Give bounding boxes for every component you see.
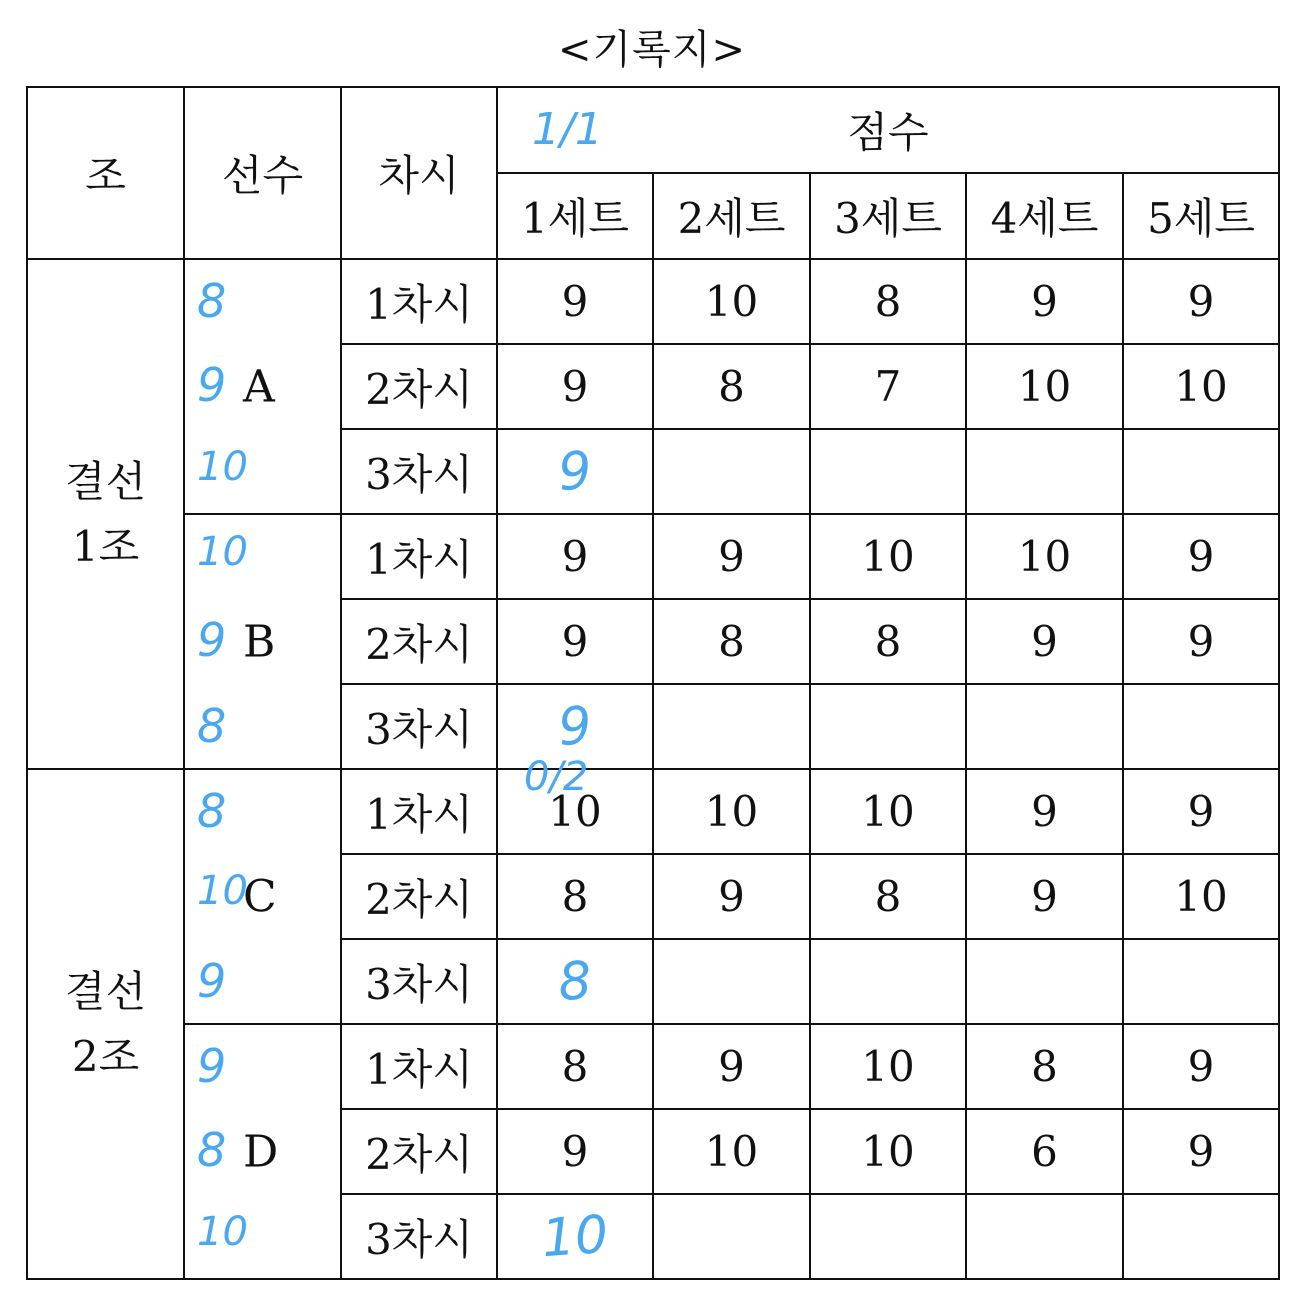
- handwritten-side-score: 9: [197, 1039, 227, 1093]
- score-cell: [653, 344, 810, 429]
- score-value: 10: [861, 787, 915, 836]
- score-value: 8: [718, 362, 745, 411]
- score-cell: [653, 429, 810, 514]
- score-cell: [653, 684, 810, 769]
- table-row: [27, 769, 1279, 854]
- round-label: 2차시: [341, 1109, 497, 1194]
- round-label: 2차시: [341, 854, 497, 939]
- player-name: C: [243, 871, 277, 922]
- header-group: 조: [27, 87, 184, 259]
- score-cell: [810, 259, 966, 344]
- score-value: 9: [718, 872, 745, 921]
- score-value: 10: [861, 1127, 915, 1176]
- score-value: 8: [718, 617, 745, 666]
- score-cell: [966, 599, 1123, 684]
- handwritten-side-score: 9: [197, 954, 227, 1008]
- score-cell: [653, 1024, 810, 1109]
- score-value: 8: [874, 277, 902, 326]
- score-cell: [497, 1109, 653, 1194]
- header-set-5: 5세트: [1123, 173, 1279, 259]
- round-label: 3차시: [341, 1194, 497, 1279]
- score-value: 9: [1187, 1042, 1215, 1091]
- score-value: 9: [1031, 787, 1058, 836]
- score-value: 9: [718, 532, 745, 581]
- handwritten-side-score: 10: [197, 1209, 248, 1255]
- round-label: 1차시: [341, 514, 497, 599]
- player-cell: [184, 259, 341, 514]
- score-value: 9: [1187, 787, 1215, 836]
- score-cell: [497, 514, 653, 599]
- handwritten-score: 10: [539, 1204, 611, 1269]
- score-cell: [1123, 599, 1279, 684]
- score-cell: [653, 599, 810, 684]
- score-value: 8: [1031, 1042, 1058, 1091]
- score-value: 10: [704, 277, 759, 326]
- score-cell: [653, 939, 810, 1024]
- score-value: 9: [1031, 277, 1058, 326]
- score-cell: [966, 1109, 1123, 1194]
- table-row: [27, 514, 1279, 599]
- score-cell: [966, 769, 1123, 854]
- score-value: 9: [1031, 872, 1058, 921]
- header-set-3: 3세트: [810, 173, 966, 259]
- score-cell: [966, 1024, 1123, 1109]
- round-label: 1차시: [341, 769, 497, 854]
- handwritten-side-score: 8: [197, 699, 227, 753]
- score-cell: [810, 1024, 966, 1109]
- page-title: <기록지>: [558, 27, 746, 73]
- score-cell: [966, 429, 1123, 514]
- score-value: 9: [561, 1127, 589, 1176]
- score-cell: [653, 259, 810, 344]
- header-set-4: 4세트: [966, 173, 1123, 259]
- handwritten-header-note: 1/1: [532, 104, 603, 155]
- score-cell: [810, 1109, 966, 1194]
- handwritten-side-score: 10: [197, 444, 248, 490]
- score-cell: [1123, 1109, 1279, 1194]
- score-value: 10: [548, 787, 602, 836]
- score-cell: [1123, 344, 1279, 429]
- score-cell: [966, 939, 1123, 1024]
- handwritten-side-score: 9: [197, 613, 227, 667]
- score-value: 10: [1174, 362, 1228, 411]
- handwritten-side-score: 8: [197, 784, 227, 838]
- round-label: 1차시: [341, 259, 497, 344]
- score-table-body: [27, 87, 1279, 1279]
- player-name: D: [243, 1126, 279, 1177]
- score-value: 10: [1174, 872, 1228, 921]
- score-cell: [1123, 429, 1279, 514]
- score-cell: [810, 769, 966, 854]
- score-cell: [497, 429, 653, 514]
- score-cell: [497, 684, 653, 769]
- score-value: 8: [561, 872, 589, 921]
- score-value: 9: [1031, 617, 1058, 666]
- score-value: 9: [561, 277, 589, 326]
- score-table: [26, 86, 1280, 1280]
- score-cell: [497, 854, 653, 939]
- score-value: 8: [561, 1042, 589, 1091]
- round-label: 3차시: [341, 939, 497, 1024]
- score-cell: [1123, 769, 1279, 854]
- score-cell: [653, 514, 810, 599]
- score-cell: [966, 344, 1123, 429]
- handwritten-score: 9: [556, 695, 594, 758]
- score-value: 9: [1187, 1127, 1215, 1176]
- group-label-line2: 1조: [71, 522, 140, 571]
- score-value: 9: [718, 1042, 745, 1091]
- score-cell: [966, 1194, 1123, 1279]
- score-value: 9: [1187, 277, 1215, 326]
- round-label: 2차시: [341, 599, 497, 684]
- score-cell: [497, 599, 653, 684]
- score-cell: [810, 1194, 966, 1279]
- score-cell: [1123, 1024, 1279, 1109]
- score-cell: [497, 939, 653, 1024]
- score-cell: [497, 1194, 653, 1279]
- score-cell: [653, 1194, 810, 1279]
- header-score: 점수: [497, 87, 1279, 173]
- group-label-line1: 결선: [64, 966, 147, 1016]
- score-cell: [653, 1109, 810, 1194]
- score-value: 9: [561, 362, 589, 411]
- score-value: 9: [561, 532, 589, 581]
- score-value: 10: [861, 532, 915, 581]
- group-label-line1: 결선: [64, 456, 147, 506]
- round-label: 3차시: [341, 684, 497, 769]
- group-label-line2: 2조: [71, 1032, 140, 1081]
- round-label: 2차시: [341, 344, 497, 429]
- header-set-label: 1세트: [521, 194, 629, 243]
- player-cell: [184, 769, 341, 1024]
- score-cell: [497, 259, 653, 344]
- score-value: 8: [874, 872, 902, 921]
- score-cell: [653, 769, 810, 854]
- score-value: 10: [704, 787, 759, 836]
- score-cell: [810, 684, 966, 769]
- handwritten-score: 8: [556, 950, 594, 1013]
- group-label: [27, 259, 184, 769]
- group-label: [27, 769, 184, 1279]
- score-cell: [497, 1024, 653, 1109]
- score-cell: [497, 754, 653, 854]
- player-cell: [184, 514, 341, 769]
- handwritten-side-score: 8: [197, 1123, 227, 1177]
- header-set-2: 2세트: [653, 173, 810, 259]
- table-row: [27, 1024, 1279, 1109]
- score-cell: [966, 259, 1123, 344]
- score-cell: [810, 939, 966, 1024]
- header-round: 차시: [341, 87, 497, 259]
- score-cell: [810, 344, 966, 429]
- player-name: B: [243, 616, 276, 667]
- player-cell: [184, 1024, 341, 1279]
- score-value: 8: [874, 617, 902, 666]
- header-set-1: [497, 104, 653, 259]
- player-name: A: [243, 361, 275, 412]
- score-value: 10: [704, 1127, 759, 1176]
- score-value: 9: [1187, 617, 1215, 666]
- score-cell: [1123, 684, 1279, 769]
- handwritten-tiebreak-note: 0/2: [524, 754, 589, 800]
- handwritten-side-score: 10: [197, 868, 248, 914]
- score-value: 9: [561, 617, 589, 666]
- score-cell: [1123, 939, 1279, 1024]
- score-cell: [1123, 259, 1279, 344]
- score-cell: [810, 429, 966, 514]
- handwritten-side-score: 8: [197, 274, 227, 328]
- table-row: [27, 259, 1279, 344]
- score-cell: [1123, 514, 1279, 599]
- score-cell: [966, 514, 1123, 599]
- score-cell: [810, 599, 966, 684]
- handwritten-side-score: 10: [197, 529, 248, 575]
- score-value: 10: [1017, 532, 1072, 581]
- score-value: 10: [861, 1042, 915, 1091]
- handwritten-side-score: 9: [197, 358, 227, 412]
- score-cell: [966, 854, 1123, 939]
- score-value: 9: [1187, 532, 1215, 581]
- score-cell: [653, 854, 810, 939]
- score-cell: [1123, 854, 1279, 939]
- score-value: 10: [1017, 362, 1072, 411]
- round-label: 3차시: [341, 429, 497, 514]
- score-cell: [810, 514, 966, 599]
- round-label: 1차시: [341, 1024, 497, 1109]
- score-cell: [497, 344, 653, 429]
- score-cell: [966, 684, 1123, 769]
- score-value: 7: [874, 362, 902, 411]
- handwritten-score: 9: [556, 440, 594, 503]
- header-player: 선수: [184, 87, 341, 259]
- score-cell: [1123, 1194, 1279, 1279]
- score-cell: [810, 854, 966, 939]
- score-value: 6: [1031, 1127, 1058, 1176]
